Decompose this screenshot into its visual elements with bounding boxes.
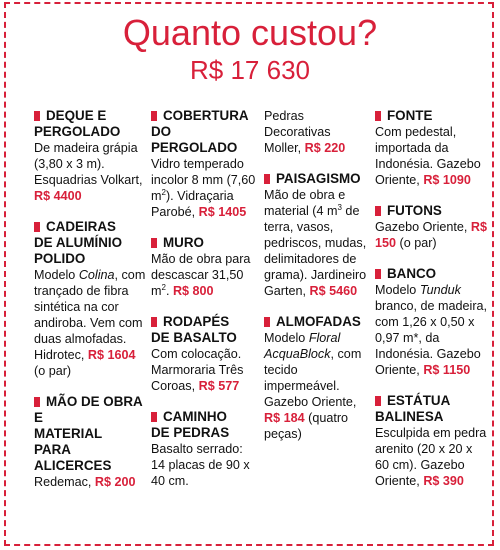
bullet-square-icon bbox=[151, 111, 157, 121]
heading-line: MURO bbox=[163, 235, 204, 250]
superscript: 3 bbox=[337, 202, 342, 212]
heading-line: PAISAGISMO bbox=[276, 171, 361, 186]
item-banco bbox=[375, 266, 487, 378]
item-price: R$ 1604 bbox=[87, 348, 136, 362]
description-text: Mão de obra e material (4 m bbox=[264, 188, 346, 218]
heading-line: MATERIAL bbox=[34, 426, 103, 441]
heading-line: DO PERGOLADO bbox=[151, 124, 238, 155]
item-fonte bbox=[375, 108, 487, 188]
heading-line: POLIDO bbox=[34, 251, 86, 266]
item-cadeiras bbox=[34, 219, 146, 379]
item-price: R$ 5460 bbox=[309, 284, 358, 298]
item-heading bbox=[34, 219, 146, 267]
item-price: R$ 184 bbox=[264, 411, 305, 425]
item-heading bbox=[34, 108, 146, 140]
bullet-square-icon bbox=[375, 111, 381, 121]
description-text: . bbox=[165, 284, 170, 298]
description-text: Com pedestal, importada da Indonésia. Gazebo Oriente, bbox=[375, 125, 481, 187]
description-text: Gazebo Oriente, bbox=[375, 220, 468, 234]
bullet-square-icon bbox=[34, 397, 40, 407]
price-note: (o par) bbox=[34, 364, 72, 378]
item-cobertura bbox=[151, 108, 259, 220]
item-price: R$ 1405 bbox=[198, 205, 247, 219]
page-title: Quanto custou? bbox=[122, 12, 378, 53]
heading-line: CADEIRAS bbox=[46, 219, 116, 234]
description-text: De madeira grápia (3,80 x 3 m). Esquadrias Volkart, bbox=[34, 141, 143, 187]
description-text: Esculpida em pedra arenito (20 x 20 x 60 cm). Gazebo Oriente, bbox=[375, 426, 487, 488]
bullet-square-icon bbox=[264, 317, 270, 327]
description-text: Vidro temperado incolor 8 mm (7,60 m bbox=[151, 157, 256, 203]
description-text: branco, de madeira, com 1,26 x 0,50 x 0,97 m*, da Indonésia. Gazebo Oriente, bbox=[375, 299, 488, 377]
item-heading bbox=[375, 393, 487, 425]
item-almofadas bbox=[264, 314, 368, 442]
item-caminho bbox=[151, 409, 259, 489]
description-text: ). Vidraçaria Parobé, bbox=[151, 189, 234, 219]
price-note: (quatro peças) bbox=[264, 411, 349, 441]
item-description bbox=[34, 474, 146, 490]
item-description bbox=[264, 108, 368, 156]
item-price: R$ 800 bbox=[172, 284, 214, 298]
bullet-square-icon bbox=[34, 222, 40, 232]
bullet-square-icon bbox=[151, 317, 157, 327]
heading-line: RODAPÉS bbox=[163, 314, 230, 329]
item-mao-de-obra bbox=[34, 394, 146, 490]
item-heading bbox=[151, 409, 259, 441]
item-futons bbox=[375, 203, 487, 251]
item-estatua bbox=[375, 393, 487, 489]
heading-line: DE BASALTO bbox=[151, 330, 237, 345]
heading-line: BANCO bbox=[387, 266, 437, 281]
item-paisagismo bbox=[264, 171, 368, 299]
item-price: R$ 200 bbox=[94, 475, 136, 489]
heading-line: FONTE bbox=[387, 108, 433, 123]
bullet-square-icon bbox=[151, 412, 157, 422]
item-price: R$ 220 bbox=[304, 141, 346, 155]
item-description bbox=[151, 346, 259, 394]
item-description bbox=[151, 441, 259, 489]
bullet-square-icon bbox=[264, 174, 270, 184]
model-name: Tunduk bbox=[419, 283, 461, 297]
bullet-square-icon bbox=[375, 206, 381, 216]
item-description bbox=[264, 187, 368, 299]
column-1 bbox=[34, 108, 146, 505]
heading-line: DE ALUMÍNIO bbox=[34, 235, 123, 250]
item-rodapes bbox=[151, 314, 259, 394]
description-text: Modelo bbox=[264, 331, 309, 345]
description-text: Basalto serrado: 14 placas de 90 x 40 cm. bbox=[151, 442, 250, 488]
heading-line: ESTÁTUA bbox=[387, 393, 451, 408]
model-name: Colina bbox=[78, 268, 115, 282]
item-description bbox=[264, 330, 368, 442]
item-pedras-continuation bbox=[264, 108, 368, 156]
item-description bbox=[375, 124, 487, 188]
heading-line: PARA ALICERCES bbox=[34, 442, 112, 473]
item-price: R$ 1150 bbox=[423, 363, 471, 377]
heading-line: BALINESA bbox=[375, 409, 444, 424]
description-text: , com trançado de fibra sintética na cor andiroba. Vem com duas almofadas. Hidrotec, bbox=[34, 268, 146, 362]
description-text: Pedras Decorativas Moller, bbox=[264, 109, 331, 155]
item-deque bbox=[34, 108, 146, 204]
item-heading bbox=[264, 171, 368, 187]
item-description bbox=[151, 156, 259, 220]
price-note: (o par) bbox=[396, 236, 437, 250]
item-muro bbox=[151, 235, 259, 299]
item-heading bbox=[34, 394, 146, 474]
description-text: Modelo bbox=[34, 268, 79, 282]
superscript: 2 bbox=[161, 187, 166, 197]
item-price: R$ 4400 bbox=[34, 189, 82, 203]
item-description bbox=[151, 251, 259, 299]
description-text: Modelo bbox=[375, 283, 420, 297]
item-heading bbox=[151, 314, 259, 346]
superscript: 2 bbox=[161, 282, 166, 292]
item-description bbox=[375, 219, 487, 251]
heading-line: COBERTURA bbox=[163, 108, 249, 123]
description-text: Redemac, bbox=[34, 475, 92, 489]
item-description bbox=[375, 282, 487, 378]
item-heading bbox=[375, 203, 487, 219]
bullet-square-icon bbox=[375, 396, 381, 406]
item-price: R$ 150 bbox=[375, 220, 488, 250]
item-heading bbox=[151, 108, 259, 156]
column-3 bbox=[264, 108, 368, 457]
description-text: Mão de obra para descascar 31,50 m bbox=[151, 252, 251, 298]
heading-line: PERGOLADO bbox=[34, 124, 121, 139]
bullet-square-icon bbox=[34, 111, 40, 121]
item-heading bbox=[375, 108, 487, 124]
item-heading bbox=[151, 235, 259, 251]
item-price: R$ 577 bbox=[198, 379, 240, 393]
column-2 bbox=[151, 108, 259, 504]
column-4 bbox=[375, 108, 487, 504]
total-cost: R$ 17 630 bbox=[190, 55, 310, 85]
item-description bbox=[34, 267, 146, 379]
item-heading bbox=[264, 314, 368, 330]
item-description bbox=[375, 425, 487, 489]
item-description bbox=[34, 140, 146, 204]
item-heading bbox=[375, 266, 487, 282]
heading-line: DE PEDRAS bbox=[151, 425, 230, 440]
item-price: R$ 390 bbox=[423, 474, 464, 488]
model-name: Floral AcquaBlock bbox=[264, 331, 341, 361]
item-price: R$ 1090 bbox=[423, 173, 471, 187]
bullet-square-icon bbox=[151, 238, 157, 248]
heading-line: CAMINHO bbox=[163, 409, 227, 424]
description-text: , com tecido impermeável. Gazebo Oriente, bbox=[264, 347, 362, 409]
description-text: de terra, vasos, pedriscos, mudas, delimitadores de grama). Jardineiro Garten, bbox=[264, 204, 367, 298]
heading-line: FUTONS bbox=[387, 203, 442, 218]
description-text: Com colocação. Marmoraria Três Coroas, bbox=[151, 347, 244, 393]
heading-line: MÃO DE OBRA E bbox=[34, 394, 143, 425]
heading-line: DEQUE E bbox=[46, 108, 107, 123]
heading-line: ALMOFADAS bbox=[276, 314, 361, 329]
bullet-square-icon bbox=[375, 269, 381, 279]
